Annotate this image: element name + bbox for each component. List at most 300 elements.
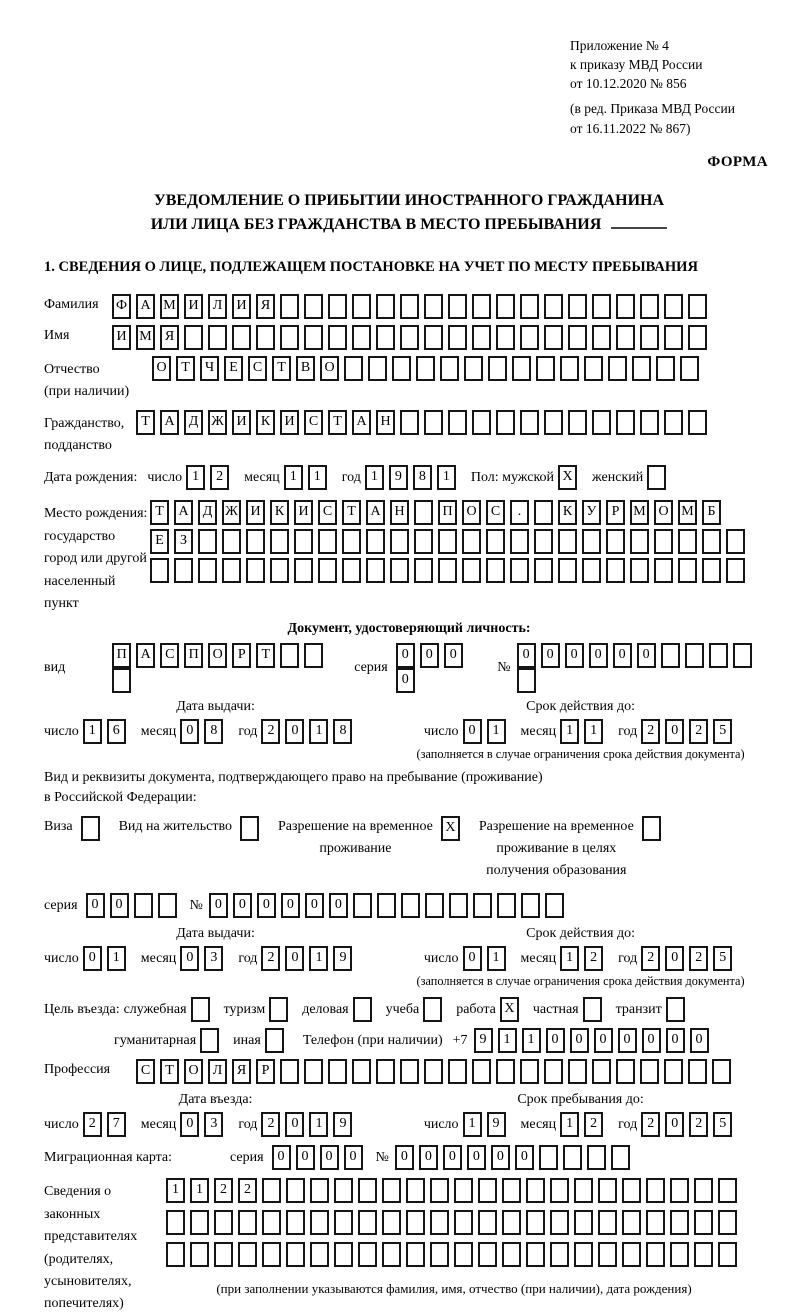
char-box[interactable]: О	[152, 356, 171, 381]
char-box[interactable]: Т	[342, 500, 361, 525]
char-box[interactable]: 0	[83, 946, 102, 971]
char-box[interactable]	[112, 668, 131, 693]
char-box[interactable]	[246, 529, 265, 554]
char-box[interactable]	[520, 1059, 539, 1084]
char-box[interactable]	[81, 816, 100, 841]
char-box[interactable]	[304, 1059, 323, 1084]
char-box[interactable]: Т	[176, 356, 195, 381]
char-box[interactable]: 0	[180, 719, 199, 744]
char-box[interactable]	[544, 1059, 563, 1084]
char-box[interactable]	[694, 1242, 713, 1267]
char-box[interactable]: 0	[285, 719, 304, 744]
char-box[interactable]: 0	[320, 1145, 339, 1170]
char-box[interactable]	[544, 410, 563, 435]
char-box[interactable]	[382, 1210, 401, 1235]
char-box[interactable]: 0	[570, 1028, 589, 1053]
char-box[interactable]	[598, 1178, 617, 1203]
char-box[interactable]	[280, 294, 299, 319]
char-box[interactable]: К	[558, 500, 577, 525]
char-box[interactable]	[702, 529, 721, 554]
char-box[interactable]	[496, 1059, 515, 1084]
char-box[interactable]	[414, 558, 433, 583]
char-box[interactable]	[478, 1242, 497, 1267]
char-box[interactable]: 1	[560, 946, 579, 971]
char-box[interactable]	[414, 500, 433, 525]
char-box[interactable]	[606, 558, 625, 583]
char-box[interactable]: Л	[208, 294, 227, 319]
char-box[interactable]: 1	[437, 465, 456, 490]
char-box[interactable]: О	[320, 356, 339, 381]
char-box[interactable]	[366, 529, 385, 554]
char-box[interactable]	[502, 1210, 521, 1235]
char-box[interactable]	[352, 1059, 371, 1084]
char-box[interactable]: 0	[285, 946, 304, 971]
char-box[interactable]	[488, 356, 507, 381]
char-box[interactable]	[521, 893, 540, 918]
char-box[interactable]: 0	[180, 1112, 199, 1137]
char-box[interactable]	[424, 1059, 443, 1084]
char-box[interactable]	[560, 356, 579, 381]
char-box[interactable]	[238, 1210, 257, 1235]
char-box[interactable]	[545, 893, 564, 918]
char-box[interactable]	[382, 1242, 401, 1267]
char-box[interactable]: Н	[390, 500, 409, 525]
char-box[interactable]	[694, 1178, 713, 1203]
char-box[interactable]: Р	[256, 1059, 275, 1084]
char-box[interactable]	[200, 1028, 219, 1053]
char-box[interactable]: 1	[522, 1028, 541, 1053]
char-box[interactable]	[334, 1210, 353, 1235]
char-box[interactable]: 8	[333, 719, 352, 744]
char-box[interactable]	[376, 294, 395, 319]
char-box[interactable]	[664, 325, 683, 350]
char-box[interactable]	[448, 1059, 467, 1084]
char-box[interactable]	[640, 294, 659, 319]
char-box[interactable]: А	[366, 500, 385, 525]
char-box[interactable]	[640, 410, 659, 435]
char-box[interactable]	[587, 1145, 606, 1170]
char-box[interactable]	[568, 410, 587, 435]
char-box[interactable]: 2	[261, 946, 280, 971]
char-box[interactable]: 6	[107, 719, 126, 744]
char-box[interactable]: Я	[160, 325, 179, 350]
char-box[interactable]: .	[510, 500, 529, 525]
char-box[interactable]	[568, 325, 587, 350]
char-box[interactable]: 0	[444, 643, 463, 668]
char-box[interactable]	[406, 1210, 425, 1235]
char-box[interactable]: Е	[150, 529, 169, 554]
char-box[interactable]	[544, 325, 563, 350]
char-box[interactable]: X	[500, 997, 519, 1022]
char-box[interactable]: Я	[232, 1059, 251, 1084]
char-box[interactable]: К	[256, 410, 275, 435]
char-box[interactable]	[352, 325, 371, 350]
char-box[interactable]	[280, 643, 299, 668]
char-box[interactable]: 0	[180, 946, 199, 971]
char-box[interactable]: 1	[83, 719, 102, 744]
char-box[interactable]	[353, 893, 372, 918]
char-box[interactable]	[558, 558, 577, 583]
char-box[interactable]	[238, 1242, 257, 1267]
char-box[interactable]	[520, 294, 539, 319]
char-box[interactable]: 0	[296, 1145, 315, 1170]
char-box[interactable]: И	[246, 500, 265, 525]
char-box[interactable]: 5	[713, 1112, 732, 1137]
char-box[interactable]: 0	[666, 1028, 685, 1053]
char-box[interactable]	[678, 558, 697, 583]
char-box[interactable]: X	[558, 465, 577, 490]
char-box[interactable]	[640, 1059, 659, 1084]
char-box[interactable]	[584, 356, 603, 381]
char-box[interactable]: 7	[107, 1112, 126, 1137]
char-box[interactable]	[606, 529, 625, 554]
char-box[interactable]	[392, 356, 411, 381]
char-box[interactable]	[390, 558, 409, 583]
char-box[interactable]	[448, 294, 467, 319]
char-box[interactable]	[462, 529, 481, 554]
char-box[interactable]	[430, 1210, 449, 1235]
char-box[interactable]	[166, 1242, 185, 1267]
char-box[interactable]	[310, 1178, 329, 1203]
char-box[interactable]	[622, 1178, 641, 1203]
char-box[interactable]	[400, 294, 419, 319]
char-box[interactable]	[134, 893, 153, 918]
char-box[interactable]	[478, 1210, 497, 1235]
char-box[interactable]	[376, 325, 395, 350]
char-box[interactable]: 0	[281, 893, 300, 918]
char-box[interactable]: С	[248, 356, 267, 381]
char-box[interactable]: 8	[413, 465, 432, 490]
char-box[interactable]	[510, 558, 529, 583]
char-box[interactable]: 1	[308, 465, 327, 490]
char-box[interactable]	[294, 529, 313, 554]
char-box[interactable]	[502, 1178, 521, 1203]
char-box[interactable]	[318, 558, 337, 583]
char-box[interactable]	[583, 997, 602, 1022]
char-box[interactable]	[526, 1210, 545, 1235]
char-box[interactable]	[401, 893, 420, 918]
char-box[interactable]	[592, 410, 611, 435]
char-box[interactable]: 2	[261, 719, 280, 744]
char-box[interactable]	[246, 558, 265, 583]
char-box[interactable]: Е	[224, 356, 243, 381]
char-box[interactable]	[526, 1178, 545, 1203]
char-box[interactable]: 0	[594, 1028, 613, 1053]
char-box[interactable]: 9	[474, 1028, 493, 1053]
char-box[interactable]	[702, 558, 721, 583]
char-box[interactable]	[440, 356, 459, 381]
char-box[interactable]	[670, 1178, 689, 1203]
char-box[interactable]: 0	[396, 643, 415, 668]
char-box[interactable]	[449, 893, 468, 918]
char-box[interactable]: С	[486, 500, 505, 525]
char-box[interactable]	[678, 529, 697, 554]
char-box[interactable]	[632, 356, 651, 381]
char-box[interactable]: 0	[209, 893, 228, 918]
char-box[interactable]: А	[136, 643, 155, 668]
char-box[interactable]	[640, 325, 659, 350]
char-box[interactable]: В	[296, 356, 315, 381]
char-box[interactable]	[222, 558, 241, 583]
char-box[interactable]: А	[174, 500, 193, 525]
char-box[interactable]	[400, 410, 419, 435]
char-box[interactable]	[670, 1210, 689, 1235]
char-box[interactable]	[539, 1145, 558, 1170]
char-box[interactable]	[358, 1242, 377, 1267]
char-box[interactable]	[688, 325, 707, 350]
char-box[interactable]	[574, 1210, 593, 1235]
char-box[interactable]	[358, 1178, 377, 1203]
char-box[interactable]	[424, 294, 443, 319]
char-box[interactable]	[448, 410, 467, 435]
char-box[interactable]: 0	[463, 719, 482, 744]
char-box[interactable]	[670, 1242, 689, 1267]
char-box[interactable]: Ч	[200, 356, 219, 381]
char-box[interactable]	[265, 1028, 284, 1053]
char-box[interactable]	[198, 529, 217, 554]
char-box[interactable]: 1	[309, 1112, 328, 1137]
char-box[interactable]: 2	[214, 1178, 233, 1203]
char-box[interactable]	[190, 1242, 209, 1267]
char-box[interactable]: 0	[541, 643, 560, 668]
char-box[interactable]	[718, 1242, 737, 1267]
char-box[interactable]: М	[630, 500, 649, 525]
char-box[interactable]	[688, 294, 707, 319]
char-box[interactable]: 1	[166, 1178, 185, 1203]
char-box[interactable]	[550, 1242, 569, 1267]
char-box[interactable]	[184, 325, 203, 350]
char-box[interactable]	[592, 294, 611, 319]
char-box[interactable]: 0	[665, 719, 684, 744]
char-box[interactable]	[526, 1242, 545, 1267]
char-box[interactable]	[414, 529, 433, 554]
char-box[interactable]	[496, 325, 515, 350]
char-box[interactable]	[563, 1145, 582, 1170]
char-box[interactable]	[496, 410, 515, 435]
char-box[interactable]	[464, 356, 483, 381]
char-box[interactable]	[366, 558, 385, 583]
char-box[interactable]	[688, 1059, 707, 1084]
char-box[interactable]: 0	[257, 893, 276, 918]
char-box[interactable]	[630, 558, 649, 583]
char-box[interactable]	[718, 1178, 737, 1203]
char-box[interactable]: 0	[420, 643, 439, 668]
char-box[interactable]: 0	[665, 946, 684, 971]
char-box[interactable]	[582, 558, 601, 583]
char-box[interactable]	[328, 1059, 347, 1084]
char-box[interactable]: 2	[689, 1112, 708, 1137]
char-box[interactable]: 0	[665, 1112, 684, 1137]
char-box[interactable]	[352, 294, 371, 319]
char-box[interactable]	[424, 410, 443, 435]
char-box[interactable]: 1	[365, 465, 384, 490]
char-box[interactable]: 2	[210, 465, 229, 490]
char-box[interactable]	[400, 325, 419, 350]
char-box[interactable]	[406, 1178, 425, 1203]
char-box[interactable]	[664, 294, 683, 319]
char-box[interactable]	[534, 558, 553, 583]
char-box[interactable]	[150, 558, 169, 583]
char-box[interactable]	[286, 1242, 305, 1267]
char-box[interactable]	[416, 356, 435, 381]
char-box[interactable]	[496, 294, 515, 319]
char-box[interactable]	[328, 294, 347, 319]
char-box[interactable]: 2	[689, 946, 708, 971]
char-box[interactable]	[240, 816, 259, 841]
char-box[interactable]: П	[112, 643, 131, 668]
char-box[interactable]: Л	[208, 1059, 227, 1084]
char-box[interactable]	[208, 325, 227, 350]
char-box[interactable]	[430, 1242, 449, 1267]
char-box[interactable]	[310, 1242, 329, 1267]
char-box[interactable]: 1	[186, 465, 205, 490]
char-box[interactable]: 0	[344, 1145, 363, 1170]
char-box[interactable]	[214, 1242, 233, 1267]
char-box[interactable]: 0	[642, 1028, 661, 1053]
char-box[interactable]: 0	[690, 1028, 709, 1053]
char-box[interactable]: 1	[463, 1112, 482, 1137]
char-box[interactable]: 2	[641, 719, 660, 744]
char-box[interactable]	[550, 1210, 569, 1235]
char-box[interactable]: З	[174, 529, 193, 554]
char-box[interactable]: 0	[463, 946, 482, 971]
char-box[interactable]: 0	[395, 1145, 414, 1170]
char-box[interactable]: 1	[107, 946, 126, 971]
char-box[interactable]: 1	[284, 465, 303, 490]
char-box[interactable]: 1	[190, 1178, 209, 1203]
char-box[interactable]	[334, 1242, 353, 1267]
char-box[interactable]	[630, 529, 649, 554]
char-box[interactable]: О	[184, 1059, 203, 1084]
char-box[interactable]: О	[654, 500, 673, 525]
char-box[interactable]	[544, 294, 563, 319]
char-box[interactable]	[269, 997, 288, 1022]
char-box[interactable]	[256, 325, 275, 350]
char-box[interactable]: 0	[491, 1145, 510, 1170]
char-box[interactable]	[344, 356, 363, 381]
char-box[interactable]	[454, 1210, 473, 1235]
char-box[interactable]: Н	[376, 410, 395, 435]
char-box[interactable]	[382, 1178, 401, 1203]
char-box[interactable]: 5	[713, 719, 732, 744]
char-box[interactable]	[158, 893, 177, 918]
char-box[interactable]: 0	[329, 893, 348, 918]
char-box[interactable]: 1	[309, 946, 328, 971]
char-box[interactable]: 8	[204, 719, 223, 744]
char-box[interactable]	[262, 1178, 281, 1203]
char-box[interactable]	[512, 356, 531, 381]
char-box[interactable]: Т	[272, 356, 291, 381]
char-box[interactable]	[718, 1210, 737, 1235]
char-box[interactable]: И	[232, 410, 251, 435]
char-box[interactable]: Р	[606, 500, 625, 525]
char-box[interactable]	[642, 816, 661, 841]
char-box[interactable]	[616, 294, 635, 319]
char-box[interactable]: 2	[261, 1112, 280, 1137]
char-box[interactable]: А	[160, 410, 179, 435]
char-box[interactable]	[425, 893, 444, 918]
char-box[interactable]: 0	[565, 643, 584, 668]
char-box[interactable]	[646, 1242, 665, 1267]
char-box[interactable]	[574, 1242, 593, 1267]
char-box[interactable]: У	[582, 500, 601, 525]
char-box[interactable]	[664, 410, 683, 435]
char-box[interactable]: 0	[467, 1145, 486, 1170]
char-box[interactable]	[318, 529, 337, 554]
char-box[interactable]	[647, 465, 666, 490]
char-box[interactable]: С	[304, 410, 323, 435]
char-box[interactable]	[592, 325, 611, 350]
char-box[interactable]	[694, 1210, 713, 1235]
char-box[interactable]	[550, 1178, 569, 1203]
char-box[interactable]: 1	[309, 719, 328, 744]
char-box[interactable]	[304, 294, 323, 319]
char-box[interactable]	[286, 1210, 305, 1235]
char-box[interactable]	[190, 1210, 209, 1235]
char-box[interactable]: 0	[110, 893, 129, 918]
char-box[interactable]	[473, 893, 492, 918]
char-box[interactable]: 3	[204, 946, 223, 971]
char-box[interactable]: М	[160, 294, 179, 319]
char-box[interactable]	[534, 529, 553, 554]
char-box[interactable]: 1	[584, 719, 603, 744]
char-box[interactable]: С	[136, 1059, 155, 1084]
char-box[interactable]: Ж	[222, 500, 241, 525]
char-box[interactable]	[430, 1178, 449, 1203]
char-box[interactable]: 2	[83, 1112, 102, 1137]
char-box[interactable]	[454, 1242, 473, 1267]
char-box[interactable]: X	[441, 816, 460, 841]
char-box[interactable]	[517, 668, 536, 693]
char-box[interactable]	[358, 1210, 377, 1235]
char-box[interactable]: 1	[560, 719, 579, 744]
char-box[interactable]: О	[462, 500, 481, 525]
char-box[interactable]	[328, 325, 347, 350]
char-box[interactable]	[646, 1210, 665, 1235]
char-box[interactable]: И	[232, 294, 251, 319]
char-box[interactable]: 9	[487, 1112, 506, 1137]
char-box[interactable]: 1	[487, 719, 506, 744]
char-box[interactable]	[497, 893, 516, 918]
char-box[interactable]	[568, 294, 587, 319]
char-box[interactable]	[377, 893, 396, 918]
char-box[interactable]	[286, 1178, 305, 1203]
char-box[interactable]: М	[136, 325, 155, 350]
char-box[interactable]	[454, 1178, 473, 1203]
char-box[interactable]	[654, 558, 673, 583]
char-box[interactable]: О	[208, 643, 227, 668]
char-box[interactable]	[616, 410, 635, 435]
char-box[interactable]	[598, 1210, 617, 1235]
char-box[interactable]	[726, 529, 745, 554]
char-box[interactable]	[558, 529, 577, 554]
char-box[interactable]	[574, 1178, 593, 1203]
char-box[interactable]: Д	[198, 500, 217, 525]
char-box[interactable]	[661, 643, 680, 668]
char-box[interactable]	[342, 529, 361, 554]
char-box[interactable]: И	[112, 325, 131, 350]
char-box[interactable]	[376, 1059, 395, 1084]
char-box[interactable]	[424, 325, 443, 350]
char-box[interactable]: 2	[584, 1112, 603, 1137]
char-box[interactable]	[270, 558, 289, 583]
char-box[interactable]: 2	[238, 1178, 257, 1203]
char-box[interactable]	[726, 558, 745, 583]
char-box[interactable]: 0	[443, 1145, 462, 1170]
char-box[interactable]	[712, 1059, 731, 1084]
char-box[interactable]	[520, 410, 539, 435]
char-box[interactable]	[616, 325, 635, 350]
